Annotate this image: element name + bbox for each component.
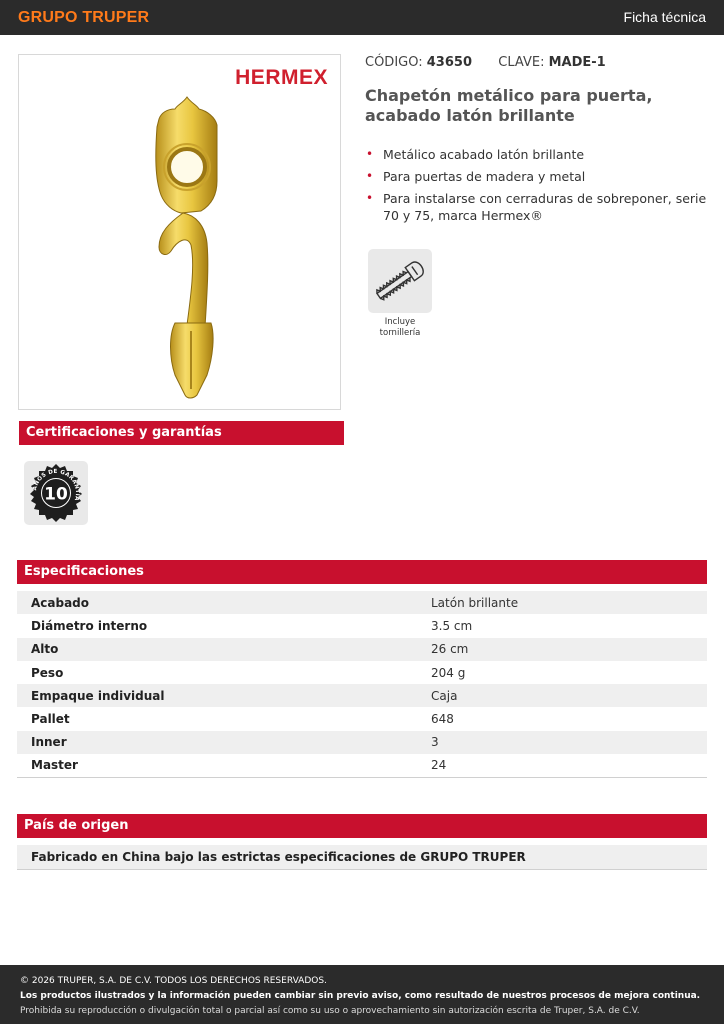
door-handle-escutcheon-image	[147, 95, 227, 400]
feature-item: • Metálico acabado latón brillante	[366, 147, 585, 162]
footer-notice: Los productos ilustrados y la información pueden cambiar sin previo aviso, como resultado de nuestros procesos de mejora continua.	[20, 991, 701, 1001]
screw-badge	[368, 249, 432, 313]
clave-value: MADE-1	[548, 55, 606, 70]
codigo-value: 43650	[426, 55, 472, 70]
top-bar	[0, 0, 724, 35]
origin-heading: País de origen	[17, 814, 707, 838]
warranty-ring-text: AÑOS DE GARANTÍA	[32, 468, 81, 502]
warranty-years: 10	[44, 484, 68, 505]
screw-badge-caption: Incluye tornillería	[379, 317, 421, 338]
table-row: Acabado Latón brillante	[17, 591, 707, 614]
product-image-frame	[18, 54, 341, 410]
footer-prohibition: Prohibida su reproducción o divulgación total o parcial así como su uso o aprovechamiento sin autorización escrita de Truper, S.A. de C.V.	[20, 1006, 640, 1016]
footer	[0, 965, 724, 1024]
origin-text: Fabricado en China bajo las estrictas especificaciones de GRUPO TRUPER	[17, 845, 707, 870]
bullet-icon: •	[366, 147, 374, 161]
clave-label: CLAVE:	[498, 55, 545, 70]
certifications-heading: Certificaciones y garantías	[19, 421, 344, 445]
bullet-icon: •	[366, 169, 374, 183]
table-row: Diámetro interno 3.5 cm	[31, 618, 473, 633]
footer-copyright: © 2026 TRUPER, S.A. DE C.V. TODOS LOS DERECHOS RESERVADOS.	[20, 976, 327, 986]
table-row: Peso 204 g	[31, 665, 466, 680]
doc-type-label: Ficha técnica	[623, 9, 706, 25]
codigo-label: CÓDIGO:	[365, 55, 423, 70]
warranty-seal-icon	[24, 461, 88, 525]
warranty-badge	[24, 461, 88, 525]
feature-list	[365, 146, 710, 229]
grupo-truper-logo: GRUPO TRUPER	[18, 9, 150, 26]
specifications-table	[17, 591, 707, 778]
bullet-icon: •	[366, 191, 374, 205]
specifications-heading: Especificaciones	[17, 560, 707, 584]
table-row: Inner 3	[17, 731, 707, 754]
product-title: Chapetón metálico para puerta, acabado latón brillante	[365, 86, 653, 125]
hermex-logo: HERMEX	[235, 66, 328, 89]
table-row: Alto 26 cm	[17, 638, 707, 661]
table-row: Master 24	[17, 754, 707, 777]
table-row: Empaque individual Caja	[17, 684, 707, 707]
table-row: Pallet 648	[31, 712, 454, 727]
feature-item: • Para puertas de madera y metal	[366, 169, 586, 184]
screw-icon	[368, 249, 432, 313]
feature-item: • Para instalarse con cerraduras de sobreponer, serie 70 y 75, marca Hermex®	[366, 191, 707, 223]
product-code-line	[365, 55, 606, 70]
